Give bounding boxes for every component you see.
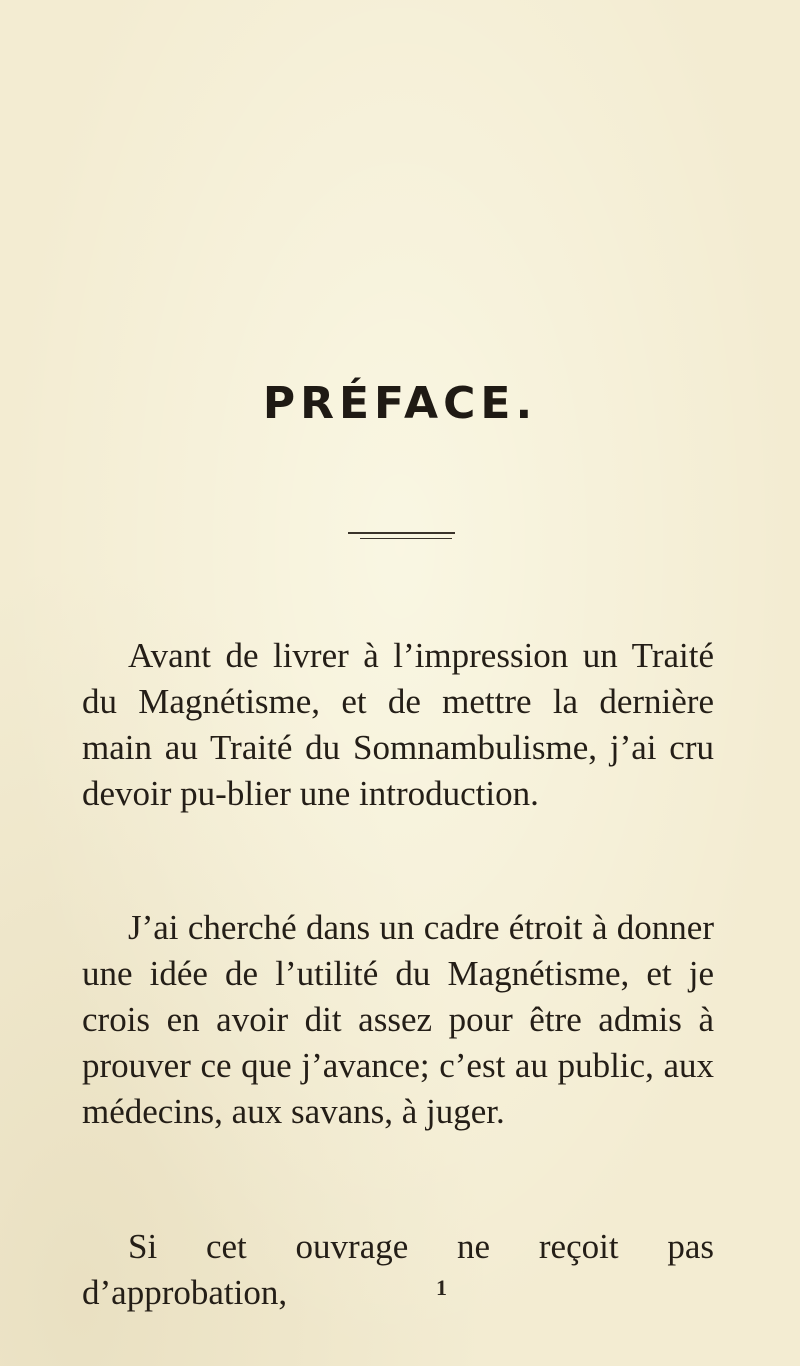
title-divider-rule-thin <box>360 538 452 539</box>
paragraph-1: Avant de livrer à l’impression un Traité du Magnétisme, et de mettre la dernière main au Traité du Somnambulisme, j’ai cru devoir pu-blier une introduction. <box>82 636 714 813</box>
paragraph-3: Si cet ouvrage ne reçoit pas d’approbation, <box>82 1227 714 1312</box>
signature-mark: 1 <box>436 1275 447 1300</box>
title-divider-rule <box>348 532 455 534</box>
paragraph-2-block <box>82 905 714 1135</box>
paragraph-3-block <box>82 1224 714 1316</box>
paragraph-1-block <box>82 633 714 817</box>
page-title: PRÉFACE. <box>262 378 538 429</box>
paragraph-2: J’ai cherché dans un cadre étroit à donner une idée de l’utilité du Magnétisme, et je crois en avoir dit assez pour être admis à prouver ce que j’avance; c’est au public, aux médecins, aux savans, à juger. <box>82 908 714 1131</box>
